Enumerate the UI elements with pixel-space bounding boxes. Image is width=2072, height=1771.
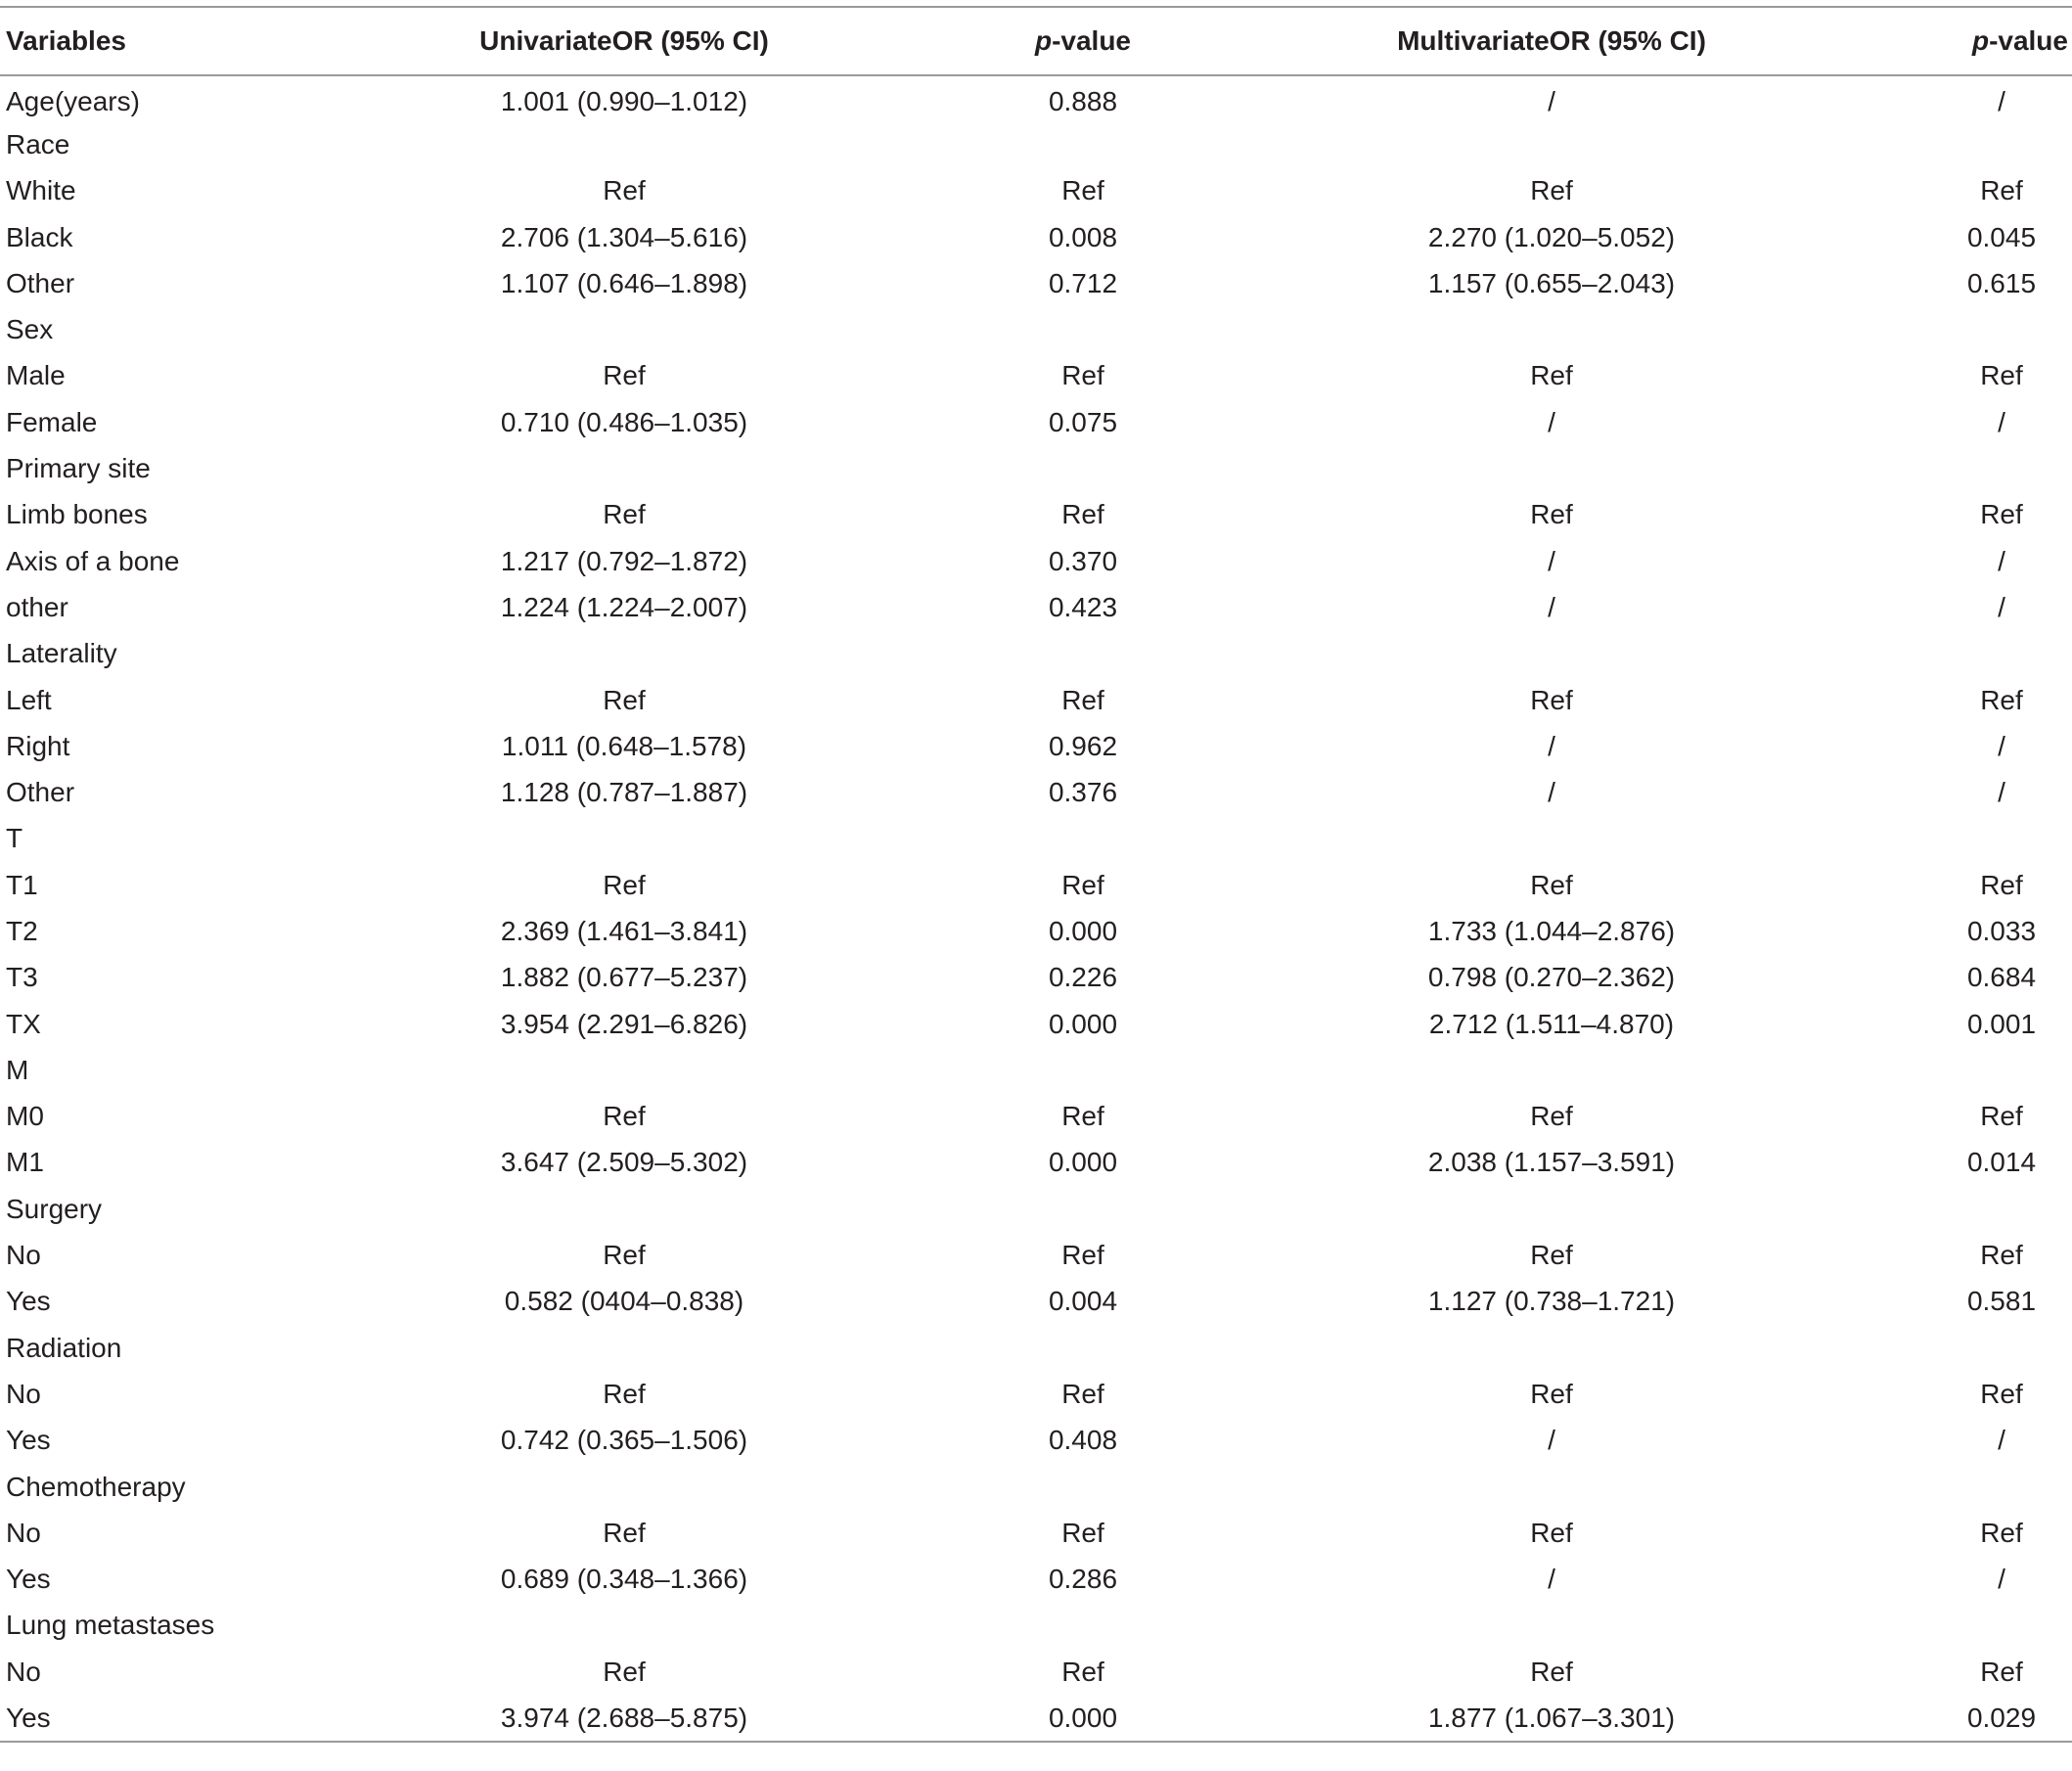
multivariate-p-cell bbox=[1794, 306, 2072, 352]
p-value-suffix: -value bbox=[1989, 25, 2068, 56]
univariate-or-cell: Ref bbox=[603, 360, 646, 391]
univariate-p-cell bbox=[857, 1325, 1309, 1371]
multivariate-p-cell bbox=[1794, 1186, 2072, 1232]
multivariate-or-cell: / bbox=[1548, 777, 1555, 808]
multivariate-p-cell bbox=[1794, 1047, 2072, 1093]
table-row bbox=[0, 353, 2072, 399]
univariate-or-cell: 1.011 (0.648–1.578) bbox=[501, 730, 747, 761]
univariate-or-cell: 1.128 (0.787–1.887) bbox=[500, 777, 748, 808]
table-row bbox=[0, 631, 2072, 677]
univariate-or-cell bbox=[391, 445, 857, 491]
multivariate-p-cell: / bbox=[1998, 406, 2005, 437]
univariate-p-cell: Ref bbox=[1061, 175, 1104, 206]
multivariate-or-cell: Ref bbox=[1530, 1240, 1573, 1271]
univariate-or-cell bbox=[391, 631, 857, 677]
multivariate-p-cell bbox=[1794, 445, 2072, 491]
table-row bbox=[0, 1325, 2072, 1371]
univariate-or-cell: Ref bbox=[603, 684, 646, 715]
table-row bbox=[0, 1094, 2072, 1140]
univariate-or-cell: 0.582 (0404–0.838) bbox=[504, 1286, 744, 1317]
univariate-or-cell: 2.706 (1.304–5.616) bbox=[500, 221, 748, 252]
variable-cell: Radiation bbox=[6, 1332, 122, 1363]
univariate-or-cell: 0.689 (0.348–1.366) bbox=[500, 1564, 748, 1595]
univariate-p-cell: 0.286 bbox=[1048, 1564, 1118, 1595]
multivariate-p-cell: Ref bbox=[1980, 499, 2023, 530]
variable-cell: Race bbox=[6, 128, 70, 159]
multivariate-p-cell: 0.581 bbox=[1966, 1286, 2037, 1317]
multivariate-p-cell: / bbox=[1998, 1425, 2005, 1456]
univariate-p-cell: 0.000 bbox=[1048, 1702, 1118, 1733]
univariate-p-cell: Ref bbox=[1061, 684, 1104, 715]
variable-cell: other bbox=[6, 591, 68, 622]
header-univariate-p-value bbox=[857, 7, 1309, 75]
univariate-or-cell bbox=[391, 1464, 857, 1510]
multivariate-or-cell: 1.157 (0.655–2.043) bbox=[1427, 267, 1676, 298]
multivariate-p-cell bbox=[1794, 631, 2072, 677]
multivariate-p-cell bbox=[1794, 816, 2072, 862]
univariate-or-cell: Ref bbox=[603, 175, 646, 206]
univariate-p-cell bbox=[857, 445, 1309, 491]
table-header bbox=[0, 7, 2072, 75]
univariate-p-cell: Ref bbox=[1061, 1656, 1104, 1687]
multivariate-p-cell: Ref bbox=[1980, 360, 2023, 391]
multivariate-or-cell bbox=[1309, 1047, 1794, 1093]
variable-cell: Laterality bbox=[6, 638, 117, 669]
table-row bbox=[0, 1047, 2072, 1093]
univariate-p-cell: 0.000 bbox=[1048, 1008, 1118, 1039]
multivariate-or-cell: Ref bbox=[1530, 1378, 1573, 1409]
multivariate-p-cell: 0.615 bbox=[1966, 267, 2037, 298]
variable-cell: Other bbox=[6, 777, 75, 808]
table-row bbox=[0, 1510, 2072, 1556]
univariate-p-cell bbox=[857, 631, 1309, 677]
multivariate-p-cell bbox=[1794, 1464, 2072, 1510]
univariate-or-cell: 3.974 (2.688–5.875) bbox=[500, 1702, 748, 1733]
table-body bbox=[0, 75, 2072, 1742]
p-italic: p bbox=[1971, 25, 1990, 56]
multivariate-p-cell: 0.033 bbox=[1966, 915, 2037, 946]
variable-cell: M0 bbox=[6, 1101, 44, 1132]
multivariate-p-cell: 0.001 bbox=[1966, 1008, 2037, 1039]
univariate-or-cell: Ref bbox=[603, 499, 646, 530]
multivariate-or-cell: Ref bbox=[1530, 360, 1573, 391]
univariate-p-cell: 0.712 bbox=[1048, 267, 1118, 298]
multivariate-or-cell: 1.127 (0.738–1.721) bbox=[1427, 1286, 1676, 1317]
univariate-or-cell: 1.107 (0.646–1.898) bbox=[500, 267, 748, 298]
univariate-p-cell: 0.000 bbox=[1048, 915, 1118, 946]
univariate-or-cell bbox=[391, 816, 857, 862]
univariate-or-cell bbox=[391, 306, 857, 352]
multivariate-p-cell: Ref bbox=[1980, 684, 2023, 715]
multivariate-p-cell bbox=[1794, 121, 2072, 167]
univariate-p-cell: 0.008 bbox=[1048, 221, 1118, 252]
table-row bbox=[0, 955, 2072, 1001]
univariate-p-cell: Ref bbox=[1061, 1240, 1104, 1271]
multivariate-or-cell: Ref bbox=[1530, 499, 1573, 530]
univariate-or-cell bbox=[391, 1186, 857, 1232]
univariate-or-cell bbox=[391, 121, 857, 167]
univariate-p-cell: 0.226 bbox=[1048, 962, 1118, 993]
univariate-p-cell: Ref bbox=[1061, 1378, 1104, 1409]
univariate-p-cell: 0.075 bbox=[1048, 406, 1118, 437]
regression-table-container bbox=[0, 6, 2072, 1743]
multivariate-p-cell: 0.029 bbox=[1966, 1702, 2037, 1733]
multivariate-p-cell: Ref bbox=[1980, 1101, 2023, 1132]
multivariate-or-cell: 0.798 (0.270–2.362) bbox=[1427, 962, 1676, 993]
variable-cell: Age(years) bbox=[6, 86, 140, 117]
table-row bbox=[0, 816, 2072, 862]
univariate-p-cell: 0.370 bbox=[1048, 545, 1118, 576]
multivariate-or-cell bbox=[1309, 1603, 1794, 1649]
table-row bbox=[0, 1695, 2072, 1741]
table-row bbox=[0, 1557, 2072, 1603]
multivariate-or-cell bbox=[1309, 631, 1794, 677]
univariate-p-cell: 0.000 bbox=[1048, 1147, 1118, 1178]
table-row bbox=[0, 121, 2072, 167]
univariate-p-cell: 0.408 bbox=[1048, 1425, 1118, 1456]
univariate-p-cell bbox=[857, 306, 1309, 352]
multivariate-p-cell: / bbox=[1998, 1564, 2005, 1595]
variable-cell: Axis of a bone bbox=[6, 545, 180, 576]
multivariate-p-cell: 0.014 bbox=[1966, 1147, 2037, 1178]
table-row bbox=[0, 260, 2072, 306]
table-row bbox=[0, 214, 2072, 260]
multivariate-or-cell bbox=[1309, 1464, 1794, 1510]
header-univariate-or: UnivariateOR (95% CI) bbox=[479, 25, 769, 56]
univariate-p-cell bbox=[857, 1186, 1309, 1232]
header-row bbox=[0, 7, 2072, 75]
table-row bbox=[0, 723, 2072, 769]
table-row bbox=[0, 1279, 2072, 1325]
variable-cell: Other bbox=[6, 267, 75, 298]
variable-cell: Lung metastases bbox=[6, 1610, 215, 1641]
univariate-p-cell: Ref bbox=[1061, 360, 1104, 391]
multivariate-or-cell: Ref bbox=[1530, 1101, 1573, 1132]
multivariate-p-cell: Ref bbox=[1980, 1240, 2023, 1271]
variable-cell: Primary site bbox=[6, 453, 151, 484]
variable-cell: Male bbox=[6, 360, 66, 391]
table-row bbox=[0, 769, 2072, 815]
variable-cell: No bbox=[6, 1517, 41, 1548]
variable-cell: Sex bbox=[6, 314, 54, 345]
table-row bbox=[0, 1140, 2072, 1186]
univariate-or-cell: 1.217 (0.792–1.872) bbox=[500, 545, 748, 576]
univariate-p-cell: 0.004 bbox=[1048, 1286, 1118, 1317]
table-row bbox=[0, 1464, 2072, 1510]
table-row bbox=[0, 1232, 2072, 1278]
multivariate-p-cell: / bbox=[1998, 591, 2005, 622]
p-italic: p bbox=[1034, 25, 1053, 56]
univariate-p-cell bbox=[857, 816, 1309, 862]
univariate-p-cell: 0.888 bbox=[1048, 86, 1118, 117]
multivariate-or-cell: / bbox=[1548, 1564, 1555, 1595]
univariate-or-cell: Ref bbox=[603, 1517, 646, 1548]
univariate-p-cell: Ref bbox=[1061, 1517, 1104, 1548]
univariate-or-cell: 0.710 (0.486–1.035) bbox=[500, 406, 748, 437]
multivariate-or-cell: / bbox=[1548, 86, 1555, 117]
variable-cell: Limb bones bbox=[6, 499, 148, 530]
header-multivariate-or: MultivariateOR (95% CI) bbox=[1397, 25, 1706, 56]
table-row bbox=[0, 399, 2072, 445]
multivariate-p-cell: / bbox=[1998, 730, 2005, 761]
table-row bbox=[0, 1418, 2072, 1464]
univariate-or-cell: 1.224 (1.224–2.007) bbox=[500, 591, 748, 622]
variable-cell: White bbox=[6, 175, 76, 206]
multivariate-p-cell: 0.684 bbox=[1966, 962, 2037, 993]
p-value-suffix: -value bbox=[1052, 25, 1132, 56]
multivariate-or-cell: / bbox=[1548, 591, 1555, 622]
univariate-or-cell: 2.369 (1.461–3.841) bbox=[500, 915, 748, 946]
variable-cell: Black bbox=[6, 221, 73, 252]
variable-cell: Left bbox=[6, 684, 52, 715]
univariate-or-cell bbox=[391, 1603, 857, 1649]
multivariate-or-cell: Ref bbox=[1530, 175, 1573, 206]
multivariate-or-cell: 2.270 (1.020–5.052) bbox=[1427, 221, 1676, 252]
multivariate-or-cell bbox=[1309, 1186, 1794, 1232]
univariate-p-cell bbox=[857, 1603, 1309, 1649]
variable-cell: T1 bbox=[6, 869, 38, 900]
table-row bbox=[0, 584, 2072, 630]
table-row bbox=[0, 677, 2072, 723]
variable-cell: Chemotherapy bbox=[6, 1471, 186, 1502]
multivariate-p-cell: / bbox=[1998, 86, 2005, 117]
multivariate-or-cell: Ref bbox=[1530, 1517, 1573, 1548]
univariate-p-cell bbox=[857, 121, 1309, 167]
variable-cell: M1 bbox=[6, 1147, 44, 1178]
multivariate-p-cell bbox=[1794, 1325, 2072, 1371]
univariate-or-cell: Ref bbox=[603, 1101, 646, 1132]
univariate-p-cell: Ref bbox=[1061, 499, 1104, 530]
multivariate-p-cell: Ref bbox=[1980, 869, 2023, 900]
header-multivariate-p-value bbox=[1794, 7, 2072, 75]
variable-cell: TX bbox=[6, 1008, 41, 1039]
univariate-p-cell: Ref bbox=[1061, 869, 1104, 900]
variable-cell: Yes bbox=[6, 1286, 51, 1317]
variable-cell: T3 bbox=[6, 962, 38, 993]
variable-cell: T bbox=[6, 823, 23, 854]
univariate-or-cell bbox=[391, 1325, 857, 1371]
table-row bbox=[0, 1649, 2072, 1695]
variable-cell: T2 bbox=[6, 915, 38, 946]
univariate-p-cell bbox=[857, 1047, 1309, 1093]
multivariate-p-cell bbox=[1794, 1603, 2072, 1649]
univariate-p-cell: 0.423 bbox=[1048, 591, 1118, 622]
multivariate-or-cell: Ref bbox=[1530, 869, 1573, 900]
multivariate-p-cell: 0.045 bbox=[1966, 221, 2037, 252]
univariate-or-cell: 3.954 (2.291–6.826) bbox=[500, 1008, 748, 1039]
multivariate-or-cell: Ref bbox=[1530, 1656, 1573, 1687]
univariate-or-cell: 3.647 (2.509–5.302) bbox=[500, 1147, 748, 1178]
multivariate-or-cell bbox=[1309, 1325, 1794, 1371]
univariate-or-cell: 0.742 (0.365–1.506) bbox=[500, 1425, 748, 1456]
table-row bbox=[0, 445, 2072, 491]
multivariate-or-cell bbox=[1309, 445, 1794, 491]
univariate-or-cell bbox=[391, 1047, 857, 1093]
table-row bbox=[0, 538, 2072, 584]
table-row bbox=[0, 492, 2072, 538]
multivariate-p-cell: / bbox=[1998, 777, 2005, 808]
table-row bbox=[0, 75, 2072, 121]
variable-cell: No bbox=[6, 1378, 41, 1409]
variable-cell: Surgery bbox=[6, 1193, 103, 1224]
multivariate-or-cell: 2.712 (1.511–4.870) bbox=[1428, 1008, 1675, 1039]
variable-cell: Right bbox=[6, 730, 70, 761]
univariate-or-cell: 1.001 (0.990–1.012) bbox=[500, 86, 748, 117]
variable-cell: Yes bbox=[6, 1425, 51, 1456]
multivariate-or-cell bbox=[1309, 306, 1794, 352]
multivariate-p-cell: Ref bbox=[1980, 1378, 2023, 1409]
variable-cell: Yes bbox=[6, 1702, 51, 1733]
table-row bbox=[0, 1186, 2072, 1232]
multivariate-p-cell: Ref bbox=[1980, 1656, 2023, 1687]
multivariate-or-cell: / bbox=[1548, 406, 1555, 437]
variable-cell: Yes bbox=[6, 1564, 51, 1595]
multivariate-or-cell: Ref bbox=[1530, 684, 1573, 715]
univariate-p-cell: Ref bbox=[1061, 1101, 1104, 1132]
multivariate-p-cell: Ref bbox=[1980, 175, 2023, 206]
univariate-p-cell: 0.962 bbox=[1048, 730, 1118, 761]
variable-cell: No bbox=[6, 1240, 41, 1271]
univariate-p-cell bbox=[857, 1464, 1309, 1510]
table-row bbox=[0, 1371, 2072, 1417]
header-variables: Variables bbox=[6, 25, 126, 56]
multivariate-p-cell: / bbox=[1998, 545, 2005, 576]
multivariate-or-cell: / bbox=[1548, 545, 1555, 576]
multivariate-or-cell: 1.877 (1.067–3.301) bbox=[1427, 1702, 1676, 1733]
multivariate-or-cell bbox=[1309, 816, 1794, 862]
univariate-or-cell: Ref bbox=[603, 1240, 646, 1271]
univariate-or-cell: Ref bbox=[603, 1378, 646, 1409]
univariate-or-cell: Ref bbox=[603, 1656, 646, 1687]
univariate-or-cell: 1.882 (0.677–5.237) bbox=[500, 962, 748, 993]
multivariate-or-cell: 2.038 (1.157–3.591) bbox=[1427, 1147, 1676, 1178]
table-row bbox=[0, 862, 2072, 908]
multivariate-or-cell: 1.733 (1.044–2.876) bbox=[1427, 915, 1676, 946]
variable-cell: Female bbox=[6, 406, 98, 437]
multivariate-or-cell bbox=[1309, 121, 1794, 167]
regression-table bbox=[0, 6, 2072, 1743]
univariate-p-cell: 0.376 bbox=[1048, 777, 1118, 808]
table-row bbox=[0, 168, 2072, 214]
table-row bbox=[0, 306, 2072, 352]
univariate-or-cell: Ref bbox=[603, 869, 646, 900]
multivariate-or-cell: / bbox=[1548, 730, 1555, 761]
multivariate-p-cell: Ref bbox=[1980, 1517, 2023, 1548]
multivariate-or-cell: / bbox=[1548, 1425, 1555, 1456]
variable-cell: M bbox=[6, 1054, 29, 1085]
variable-cell: No bbox=[6, 1656, 41, 1687]
table-row bbox=[0, 908, 2072, 954]
table-row bbox=[0, 1603, 2072, 1649]
table-row bbox=[0, 1001, 2072, 1047]
